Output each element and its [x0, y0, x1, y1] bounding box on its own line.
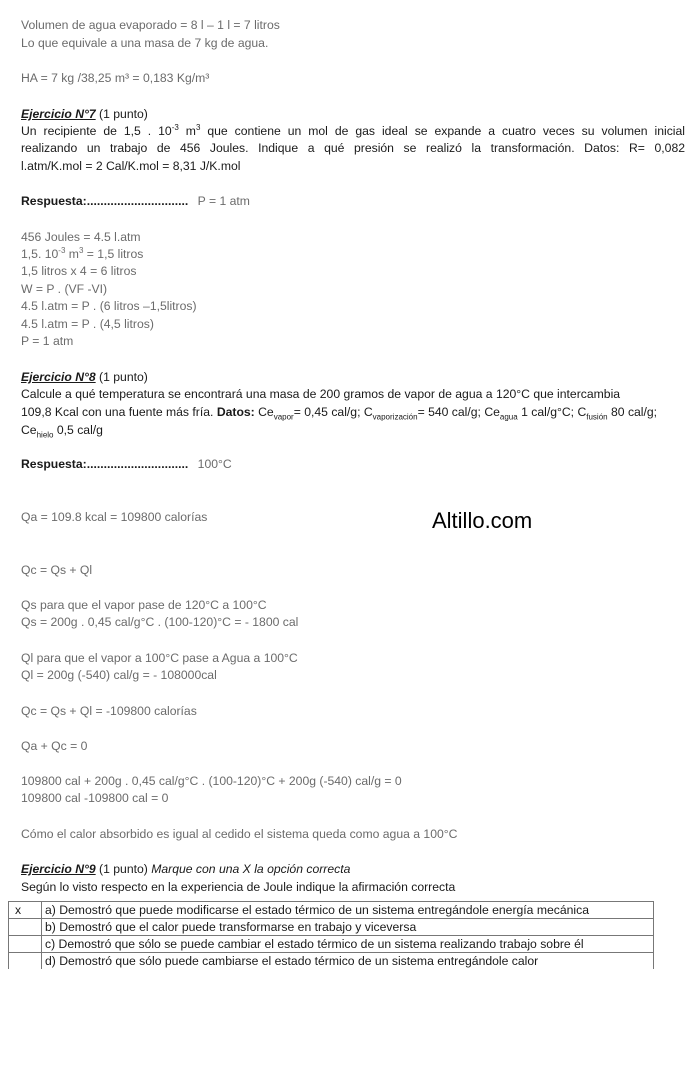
evaporated-volume-line: Volumen de agua evaporado = 8 l – 1 l = 7 litros	[21, 18, 280, 32]
option-row[interactable]	[9, 919, 654, 936]
exercise-8-points: (1 punto)	[99, 370, 148, 384]
exercise-7-heading	[21, 106, 148, 122]
ql-calculation-line: Ql = 200g (-540) cal/g = - 108000cal	[21, 668, 217, 682]
balance-line: Qa + Qc = 0	[21, 739, 88, 753]
qa-line: Qa = 109.8 kcal = 109800 calorías	[21, 510, 208, 524]
work-line: 1,5. $10^{-3}$ $m^3 = 1,5$ litros	[21, 245, 144, 261]
qc-total-line: Qc = Qs + Ql = -109800 calorías	[21, 704, 197, 718]
exercise-9-title: Ejercicio N°9	[21, 862, 96, 876]
option-text: a) Demostró que puede modificarse el estado térmico de un sistema entregándole energía mecánica	[42, 902, 654, 919]
exercise-8-answer	[21, 456, 232, 472]
altillo-watermark: Altillo.com	[432, 508, 533, 533]
exercise-8-statement-line-2: 109,8 Kcal con una fuente más fría. Datos: $Ce_{vapor}= 0,45$ cal/g; $C_{vaporización}= 540$ cal/g; $Ce_{agua}$ 1 cal/g°C; $C_{fusión}$ 80 cal/g;	[21, 405, 658, 422]
mass-equivalence-line: Lo que equivale a una masa de 7 kg de agua.	[21, 36, 269, 50]
option-text: b) Demostró que el calor puede transformarse en trabajo y viceversa	[42, 919, 654, 936]
work-line: W = P . (VF -VI)	[21, 282, 108, 296]
answer-value: P = 1 atm	[197, 194, 250, 208]
option-row[interactable]	[9, 953, 654, 970]
option-mark-cell[interactable]	[9, 919, 42, 936]
exercise-8-statement-line-1: Calcule a qué temperatura se encontrará una masa de 200 gramos de vapor de agua a 120°C que intercambia	[21, 387, 621, 401]
option-row[interactable]	[9, 902, 654, 919]
exercise-9-instruction: Marque con una X la opción correcta	[151, 862, 351, 876]
ha-result-line: HA = 7 kg /38,25 m³ = 0,183 Kg/m³	[21, 71, 210, 85]
sum-line-1: 109800 cal + 200g . 0,45 cal/g°C . (100-120)°C + 200g (-540) cal/g = 0	[21, 774, 402, 788]
option-mark-cell[interactable]: x	[9, 902, 42, 919]
exercise-7-statement-line-3: l.atm/K.mol = 2 Cal/K.mol = 8,31 J/K.mol	[21, 159, 241, 173]
exercise-8-statement-line-3: $Ce_{hielo}$ 0,5 cal/g	[21, 423, 103, 440]
qs-description-line: Qs para que el vapor pase de 120°C a 100°C	[21, 598, 267, 612]
ql-description-line: Ql para que el vapor a 100°C pase a Agua a 100°C	[21, 651, 298, 665]
work-line: 4.5 l.atm = P . (6 litros –1,5litros)	[21, 299, 197, 313]
answer-label: Respuesta:..............................	[21, 457, 189, 471]
work-line: 1,5 litros x 4 = 6 litros	[21, 264, 137, 278]
option-row[interactable]	[9, 936, 654, 953]
conclusion-line: Cómo el calor absorbido es igual al cedido el sistema queda como agua a 100°C	[21, 827, 458, 841]
qc-formula-line: Qc = Qs + Ql	[21, 563, 93, 577]
exercise-9-statement: Según lo visto respecto en la experiencia de Joule indique la afirmación correcta	[21, 880, 456, 894]
exercise-7-statement-line-2: realizando un trabajo de 456 Joules. Indique a qué presión se realizó la transformación. Datos: R= 0,082	[21, 141, 685, 155]
options-table	[8, 901, 654, 969]
exercise-9-points: (1 punto)	[99, 862, 148, 876]
option-text: d) Demostró que sólo puede cambiarse el estado térmico de un sistema entregándole calor	[42, 953, 654, 970]
exercise-9-heading	[21, 861, 350, 877]
exercise-7-statement-line-1: Un recipiente de 1,5 . $10^{-3}$ $m^3$ que contiene un mol de gas ideal se expande a cuatro veces su volumen inicial	[21, 122, 685, 138]
work-line: 4.5 l.atm = P . (4,5 litros)	[21, 317, 154, 331]
answer-value: 100°C	[197, 457, 232, 471]
work-line: P = 1 atm	[21, 334, 74, 348]
option-text: c) Demostró que sólo se puede cambiar el estado térmico de un sistema realizando trabajo sobre él	[42, 936, 654, 953]
exercise-7-points: (1 punto)	[99, 107, 148, 121]
exercise-8-title: Ejercicio N°8	[21, 370, 96, 384]
option-mark-cell[interactable]	[9, 936, 42, 953]
work-line: 456 Joules = 4.5 l.atm	[21, 230, 141, 244]
option-mark-cell[interactable]	[9, 953, 42, 970]
answer-label: Respuesta:..............................	[21, 194, 189, 208]
exercise-7-title: Ejercicio N°7	[21, 107, 96, 121]
exercise-7-answer	[21, 193, 250, 209]
qs-calculation-line: Qs = 200g . 0,45 cal/g°C . (100-120)°C = - 1800 cal	[21, 615, 299, 629]
exercise-8-heading	[21, 369, 148, 385]
sum-line-2: 109800 cal -109800 cal = 0	[21, 791, 169, 805]
